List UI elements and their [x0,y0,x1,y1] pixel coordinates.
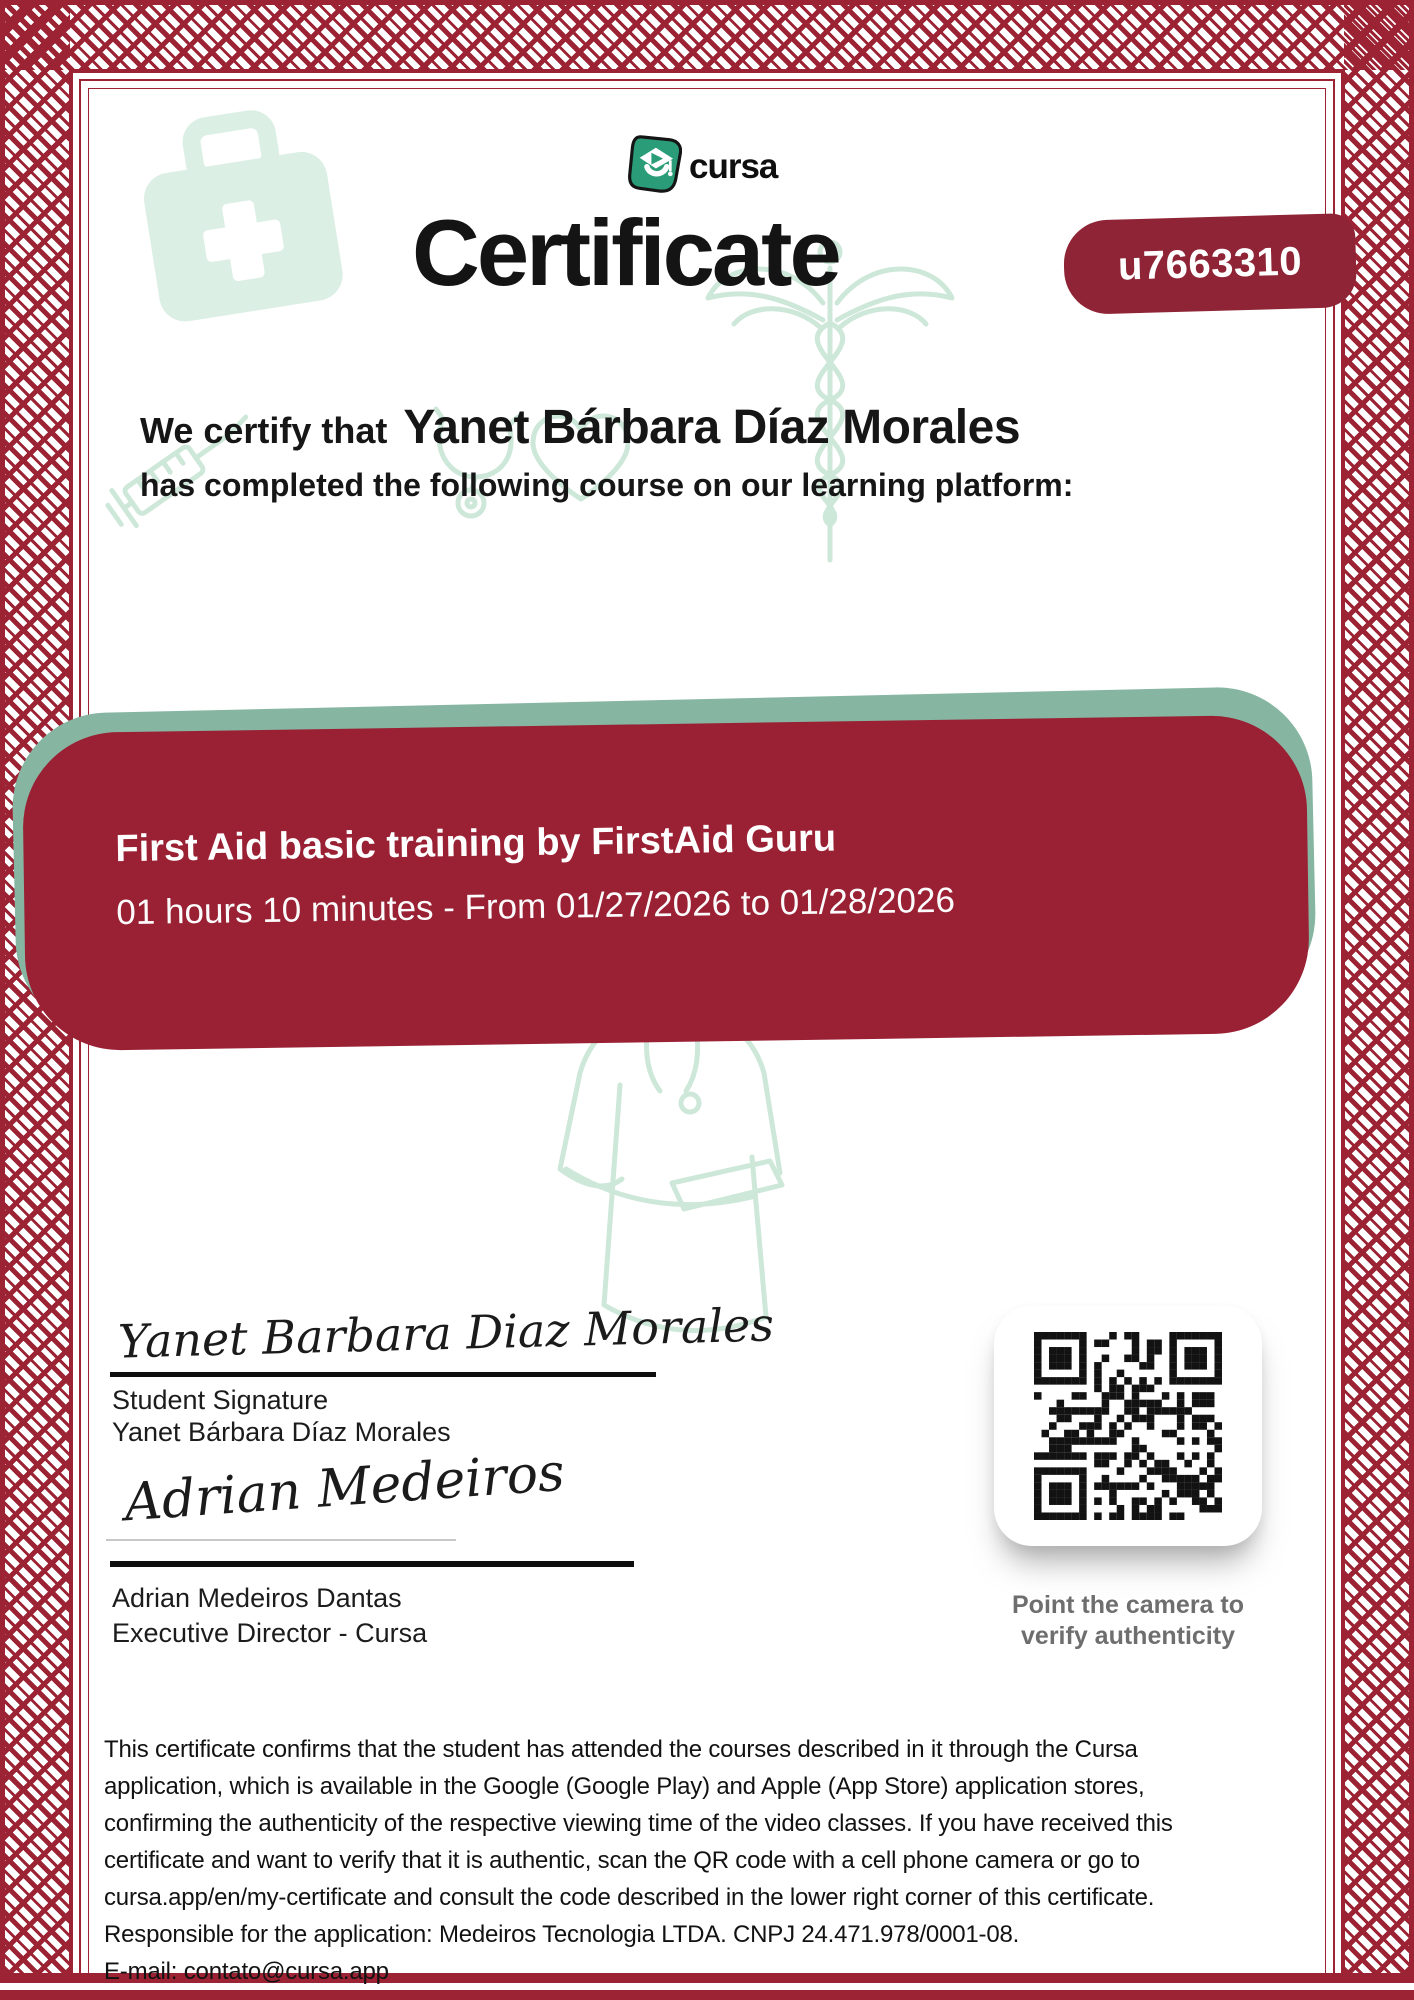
certificate-title: Certificate [412,200,839,305]
cursa-logo-icon [628,134,682,199]
director-title: Executive Director - Cursa [112,1618,428,1648]
intro-text [140,400,1073,504]
signature-underline [110,1372,656,1377]
footer-line: application, which is available in the Google (Google Play) and Apple (App Store) application stores, [104,1773,1145,1800]
certificate-code: u7663310 [1117,238,1303,289]
footer-disclaimer [104,1731,1173,1990]
course-details: 01 hours 10 minutes - From 01/27/2026 to 01/28/2026 [116,880,956,933]
qr-caption-line2: verify authenticity [1021,1622,1235,1650]
certificate-code-badge [1063,213,1358,315]
qr-caption [980,1590,1276,1652]
footer-line: E-mail: contato@cursa.app [104,1958,389,1985]
footer-line: confirming the authenticity of the respective viewing time of the video classes. If you have received this [104,1810,1173,1837]
cursa-logo [628,134,777,199]
student-signature-label: Student Signature [112,1385,329,1415]
signature-underline [110,1561,634,1567]
footer-line: cursa.app/en/my-certificate and consult the code described in the lower right corner of this certificate. [104,1884,1155,1911]
footer-line: This certificate confirms that the student has attended the courses described in it through the Cursa [104,1736,1138,1763]
course-banner [22,714,1311,1051]
bottom-border-bar [0,1990,1414,2000]
director-name: Adrian Medeiros Dantas [112,1583,402,1613]
course-title: First Aid basic training by FirstAid Guru [115,817,837,871]
qr-code [1034,1332,1222,1520]
director-signature-script: Adrian Medeiros [122,1442,567,1534]
qr-card [994,1306,1262,1546]
footer-line: Responsible for the application: Medeiros Tecnologia LTDA. CNPJ 24.471.978/0001-08. [104,1921,1020,1948]
cursa-wordmark: cursa [689,146,778,186]
intro-prefix: We certify that [140,410,388,451]
student-name: Yanet Bárbara Díaz Morales [403,401,1021,454]
border-pattern-top [0,0,1414,70]
student-signature-name: Yanet Bárbara Díaz Morales [112,1417,451,1447]
footer-line: certificate and want to verify that it is authentic, scan the QR code with a cell phone camera or go to [104,1847,1140,1874]
student-signature-script: Yanet Barbara Diaz Morales [117,1297,775,1369]
first-aid-kit-icon [138,110,343,328]
border-pattern-right [1344,0,1414,1973]
signature-scan-line [106,1539,456,1541]
qr-caption-line1: Point the camera to [1012,1591,1244,1619]
intro-suffix: has completed the following course on our learning platform: [140,467,1074,503]
